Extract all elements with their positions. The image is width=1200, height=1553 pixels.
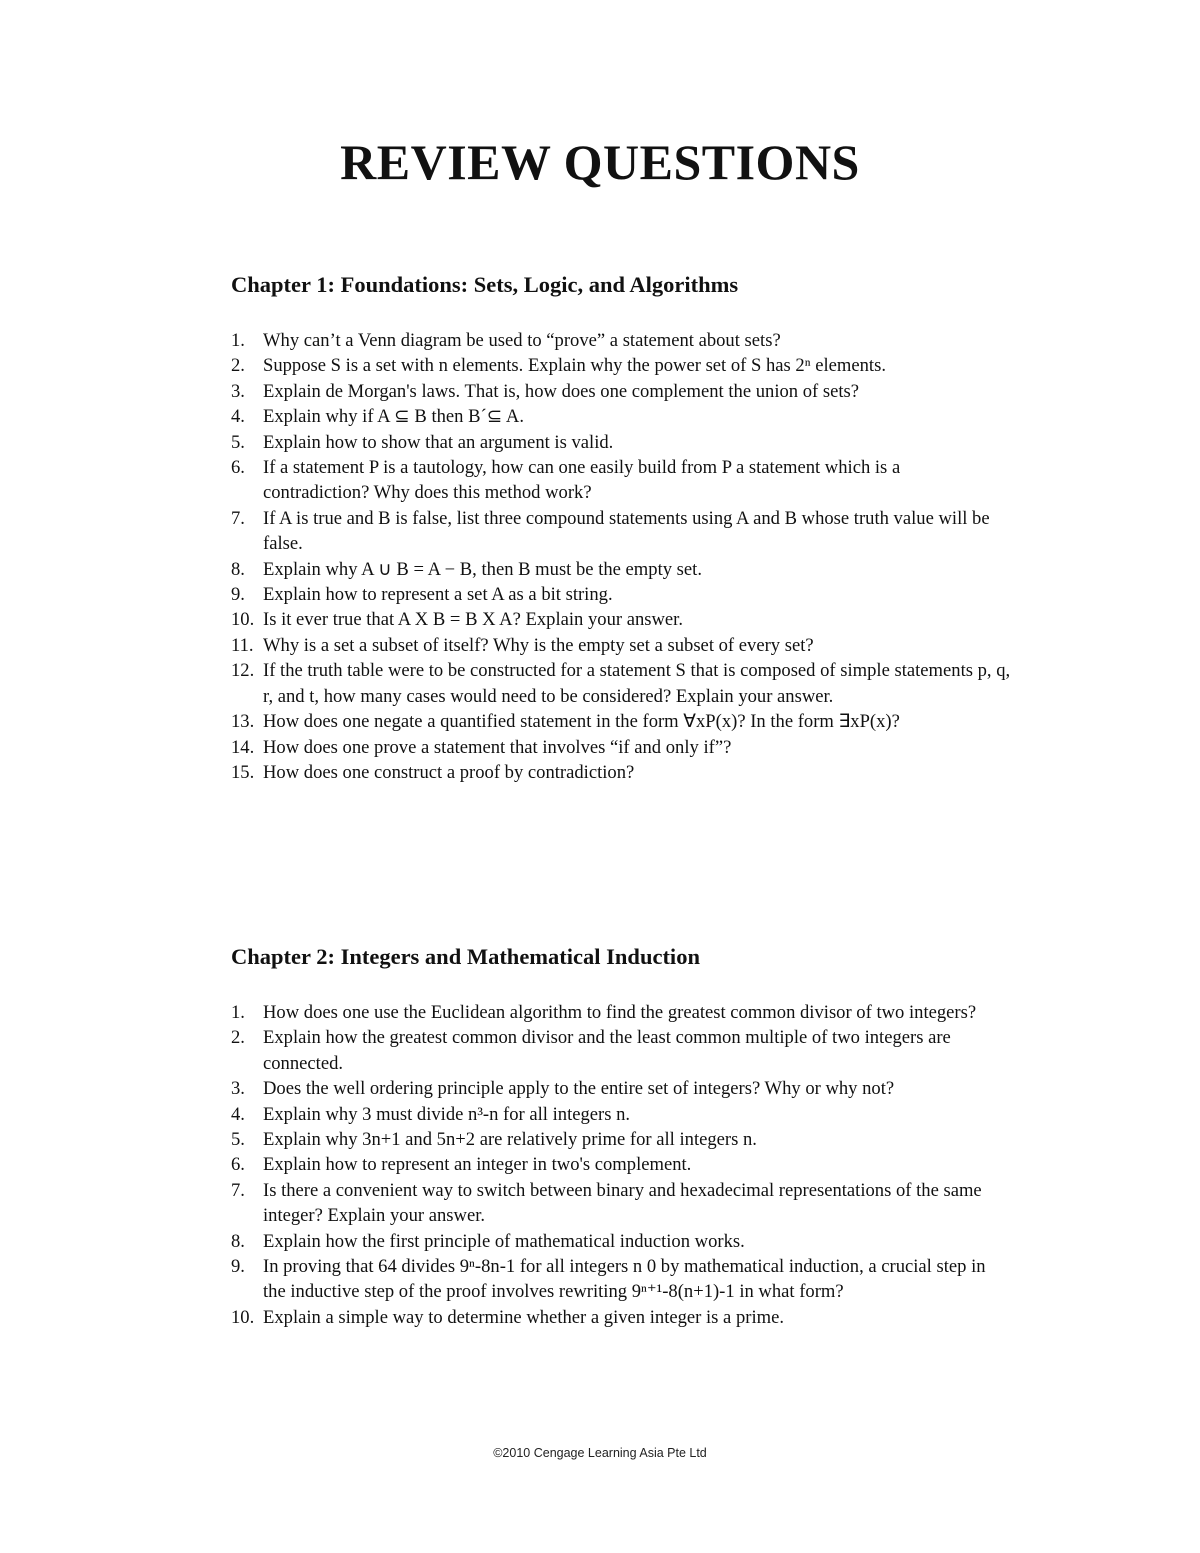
question-text: Explain de Morgan's laws. That is, how does one complement the union of sets?: [263, 380, 860, 402]
question-item: [231, 455, 1011, 506]
question-number: 1.: [231, 330, 245, 351]
question-item: [231, 1305, 1011, 1330]
question-item: [231, 658, 1011, 709]
question-number: 4.: [231, 406, 245, 428]
question-number: 2.: [231, 355, 245, 377]
question-item: [231, 379, 1011, 404]
question-item: [231, 760, 1011, 785]
question-text: Explain how the greatest common divisor and the least common multiple of two integers are connected.: [263, 1027, 951, 1074]
question-text: If a statement P is a tautology, how can one easily build from P a statement which is a contradiction? Why does this method work?: [263, 457, 901, 504]
question-item: [231, 557, 1011, 582]
question-item: [231, 1000, 1011, 1025]
question-item: [231, 607, 1011, 632]
question-text: Explain why A ∪ B = A − B, then B must be the empty set.: [263, 558, 702, 580]
question-number: 9.: [231, 584, 245, 606]
question-number: 1.: [231, 1002, 245, 1023]
question-item: [231, 1254, 1011, 1305]
question-text: Explain why 3 must divide n³-n for all integers n.: [263, 1103, 631, 1125]
question-number: 4.: [231, 1103, 245, 1125]
question-number: 10.: [231, 1306, 255, 1328]
question-item: [231, 735, 1011, 760]
question-item: [231, 582, 1011, 607]
question-number: 5.: [231, 431, 245, 453]
question-item: [231, 328, 1011, 353]
question-item: [231, 353, 1011, 378]
question-text: If A is true and B is false, list three compound statements using A and B whose truth value will be false.: [263, 507, 990, 555]
question-item: [231, 1229, 1011, 1254]
question-text: Is there a convenient way to switch between binary and hexadecimal representations of the same integer? Explain your answer.: [263, 1179, 982, 1227]
question-number: 6.: [231, 1154, 245, 1176]
question-number: 7.: [231, 507, 245, 529]
question-item: [231, 1152, 1011, 1177]
chapter-2-section: [231, 942, 1011, 1330]
question-number: 11.: [231, 634, 254, 656]
question-text: Explain how to show that an argument is valid.: [263, 431, 614, 453]
question-number: 3.: [231, 1078, 245, 1100]
chapter-1-section: [231, 270, 1011, 785]
question-item: [231, 1102, 1011, 1127]
question-text: Explain how to represent an integer in two's complement.: [263, 1154, 692, 1176]
question-number: 12.: [231, 660, 255, 682]
chapter-2-heading: Chapter 2: Integers and Mathematical Induction: [231, 944, 700, 969]
question-item: [231, 709, 1011, 734]
question-number: 10.: [231, 609, 255, 631]
copyright-footer: ©2010 Cengage Learning Asia Pte Ltd: [493, 1446, 707, 1460]
question-item: [231, 404, 1011, 429]
question-number: 7.: [231, 1179, 245, 1201]
question-item: [231, 1127, 1011, 1152]
question-text: Explain how the first principle of mathematical induction works.: [263, 1230, 745, 1252]
question-number: 5.: [231, 1129, 245, 1151]
question-item: [231, 506, 1011, 557]
question-text: How does one use the Euclidean algorithm to find the greatest common divisor of two integers?: [263, 1002, 977, 1023]
question-number: 9.: [231, 1256, 245, 1278]
question-item: [231, 1076, 1011, 1101]
page-title: REVIEW QUESTIONS: [340, 134, 860, 190]
question-text: Explain why 3n+1 and 5n+2 are relatively prime for all integers n.: [263, 1129, 757, 1151]
question-text: Does the well ordering principle apply to the entire set of integers? Why or why not?: [263, 1078, 895, 1100]
question-text: Why is a set a subset of itself? Why is the empty set a subset of every set?: [263, 634, 814, 656]
question-number: 8.: [231, 1230, 245, 1252]
question-text: If the truth table were to be constructed for a statement S that is composed of simple statements p, q, r, and t, how many cases would need to be considered? Explain your answer.: [263, 660, 1011, 707]
chapter-1-heading: Chapter 1: Foundations: Sets, Logic, and Algorithms: [231, 272, 739, 297]
question-number: 6.: [231, 457, 245, 479]
chapter-1-question-list: [231, 328, 1011, 785]
question-text: Explain how to represent a set A as a bit string.: [263, 584, 613, 606]
chapter-2-question-list: [231, 1000, 1011, 1330]
question-text: How does one construct a proof by contradiction?: [263, 761, 635, 783]
question-number: 8.: [231, 558, 245, 580]
question-item: [231, 430, 1011, 455]
question-number: 15.: [231, 761, 255, 783]
question-text: In proving that 64 divides 9ⁿ-8n-1 for all integers n 0 by mathematical induction, a crucial step in the inductive step of the proof involves rewriting 9ⁿ⁺¹-8(n+1)-1 in what form?: [263, 1256, 986, 1303]
question-number: 3.: [231, 380, 245, 402]
question-number: 2.: [231, 1027, 245, 1049]
question-item: [231, 1178, 1011, 1229]
question-text: How does one prove a statement that involves “if and only if”?: [263, 736, 732, 758]
question-item: [231, 633, 1011, 658]
question-text: Is it ever true that A X B = B X A? Explain your answer.: [263, 609, 683, 631]
question-text: Suppose S is a set with n elements. Explain why the power set of S has 2ⁿ elements.: [263, 355, 886, 377]
question-text: Explain a simple way to determine whether a given integer is a prime.: [263, 1306, 784, 1328]
question-text: How does one negate a quantified statement in the form ∀xP(x)? In the form ∃xP(x)?: [263, 711, 900, 733]
question-text: Explain why if A ⊆ B then B´⊆ A.: [263, 406, 524, 428]
question-number: 14.: [231, 736, 255, 758]
question-text: Why can’t a Venn diagram be used to “prove” a statement about sets?: [263, 330, 781, 351]
question-item: [231, 1025, 1011, 1076]
question-number: 13.: [231, 711, 255, 733]
